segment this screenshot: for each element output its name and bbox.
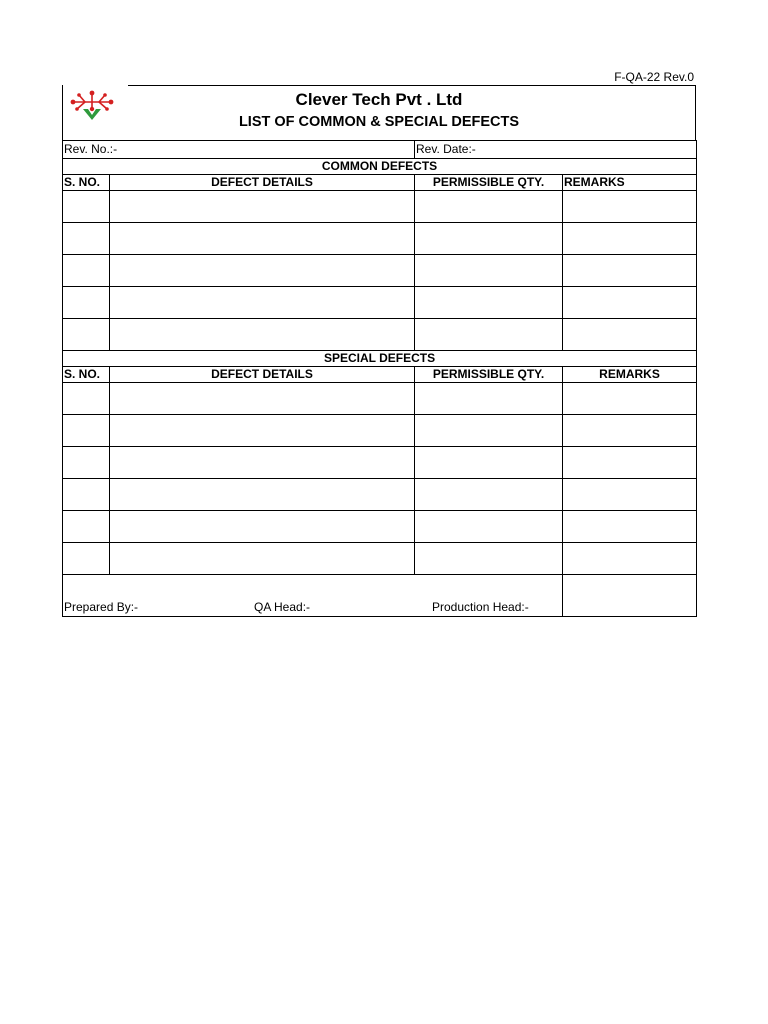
common-permissible-qty-cell[interactable]	[415, 319, 563, 351]
table-row	[63, 447, 697, 479]
special-remarks-cell[interactable]	[563, 511, 697, 543]
special-permissible-qty-cell[interactable]	[415, 511, 563, 543]
form-title: LIST OF COMMON & SPECIAL DEFECTS	[238, 114, 520, 130]
common-defect-details-cell[interactable]	[110, 191, 415, 223]
special-column-headers	[63, 367, 697, 383]
prepared-by-label: Prepared By:-	[64, 600, 139, 614]
table-row	[63, 255, 697, 287]
special-permissible-qty-cell[interactable]	[415, 543, 563, 575]
column-header-permissible-qty: PERMISSIBLE QTY.	[415, 367, 563, 383]
special-permissible-qty-cell[interactable]	[415, 447, 563, 479]
table-row	[63, 287, 697, 319]
common-sno-cell[interactable]	[63, 255, 110, 287]
common-remarks-cell[interactable]	[563, 319, 697, 351]
table-row	[63, 479, 697, 511]
common-defect-details-cell[interactable]	[110, 255, 415, 287]
special-remarks-cell[interactable]	[563, 479, 697, 511]
special-remarks-cell[interactable]	[563, 543, 697, 575]
special-defect-details-cell[interactable]	[110, 543, 415, 575]
special-defect-details-cell[interactable]	[110, 415, 415, 447]
special-section-header	[63, 351, 697, 367]
table-row	[63, 319, 697, 351]
defects-form	[62, 85, 696, 617]
table-row	[63, 543, 697, 575]
form-code: F-QA-22 Rev.0	[614, 70, 694, 84]
special-permissible-qty-cell[interactable]	[415, 415, 563, 447]
table-row	[63, 191, 697, 223]
company-name: Clever Tech Pvt . Ltd	[295, 90, 463, 109]
table-row	[63, 383, 697, 415]
column-header-defect-details: DEFECT DETAILS	[110, 367, 415, 383]
common-remarks-cell[interactable]	[563, 255, 697, 287]
special-sno-cell[interactable]	[63, 543, 110, 575]
column-header-sno: S. NO.	[63, 367, 110, 383]
common-permissible-qty-cell[interactable]	[415, 255, 563, 287]
column-header-remarks: REMARKS	[563, 367, 697, 383]
common-remarks-cell[interactable]	[563, 191, 697, 223]
rev-no-label: Rev. No.:-	[63, 141, 415, 159]
special-permissible-qty-cell[interactable]	[415, 479, 563, 511]
revision-row	[63, 141, 697, 159]
signature-blank-cell[interactable]	[563, 575, 697, 617]
special-sno-cell[interactable]	[63, 383, 110, 415]
common-defect-details-cell[interactable]	[110, 319, 415, 351]
common-defects-rows	[63, 191, 697, 351]
column-header-defect-details: DEFECT DETAILS	[110, 175, 415, 191]
special-section-title: SPECIAL DEFECTS	[63, 351, 697, 367]
common-section-header	[63, 159, 697, 175]
common-sno-cell[interactable]	[63, 287, 110, 319]
table-row	[63, 511, 697, 543]
common-remarks-cell[interactable]	[563, 223, 697, 255]
column-header-permissible-qty: PERMISSIBLE QTY.	[415, 175, 563, 191]
common-remarks-cell[interactable]	[563, 287, 697, 319]
special-defects-rows	[63, 383, 697, 575]
common-sno-cell[interactable]	[63, 223, 110, 255]
common-column-headers	[63, 175, 697, 191]
special-defect-details-cell[interactable]	[110, 447, 415, 479]
special-defect-details-cell[interactable]	[110, 511, 415, 543]
special-defect-details-cell[interactable]	[110, 383, 415, 415]
table-row	[63, 415, 697, 447]
defects-table	[62, 140, 697, 617]
special-sno-cell[interactable]	[63, 479, 110, 511]
special-sno-cell[interactable]	[63, 415, 110, 447]
common-defect-details-cell[interactable]	[110, 287, 415, 319]
signature-row	[63, 575, 697, 617]
rev-date-label: Rev. Date:-	[415, 141, 697, 159]
common-sno-cell[interactable]	[63, 191, 110, 223]
form-header	[62, 85, 696, 140]
common-defect-details-cell[interactable]	[110, 223, 415, 255]
special-permissible-qty-cell[interactable]	[415, 383, 563, 415]
table-row	[63, 223, 697, 255]
common-permissible-qty-cell[interactable]	[415, 191, 563, 223]
special-defect-details-cell[interactable]	[110, 479, 415, 511]
column-header-remarks: REMARKS	[563, 175, 697, 191]
common-section-title: COMMON DEFECTS	[63, 159, 697, 175]
common-permissible-qty-cell[interactable]	[415, 223, 563, 255]
signature-cell	[63, 575, 563, 617]
production-head-label: Production Head:-	[432, 600, 529, 614]
column-header-sno: S. NO.	[63, 175, 110, 191]
common-permissible-qty-cell[interactable]	[415, 287, 563, 319]
special-remarks-cell[interactable]	[563, 447, 697, 479]
common-sno-cell[interactable]	[63, 319, 110, 351]
special-remarks-cell[interactable]	[563, 415, 697, 447]
special-sno-cell[interactable]	[63, 511, 110, 543]
qa-head-label: QA Head:-	[254, 600, 311, 614]
special-remarks-cell[interactable]	[563, 383, 697, 415]
special-sno-cell[interactable]	[63, 447, 110, 479]
